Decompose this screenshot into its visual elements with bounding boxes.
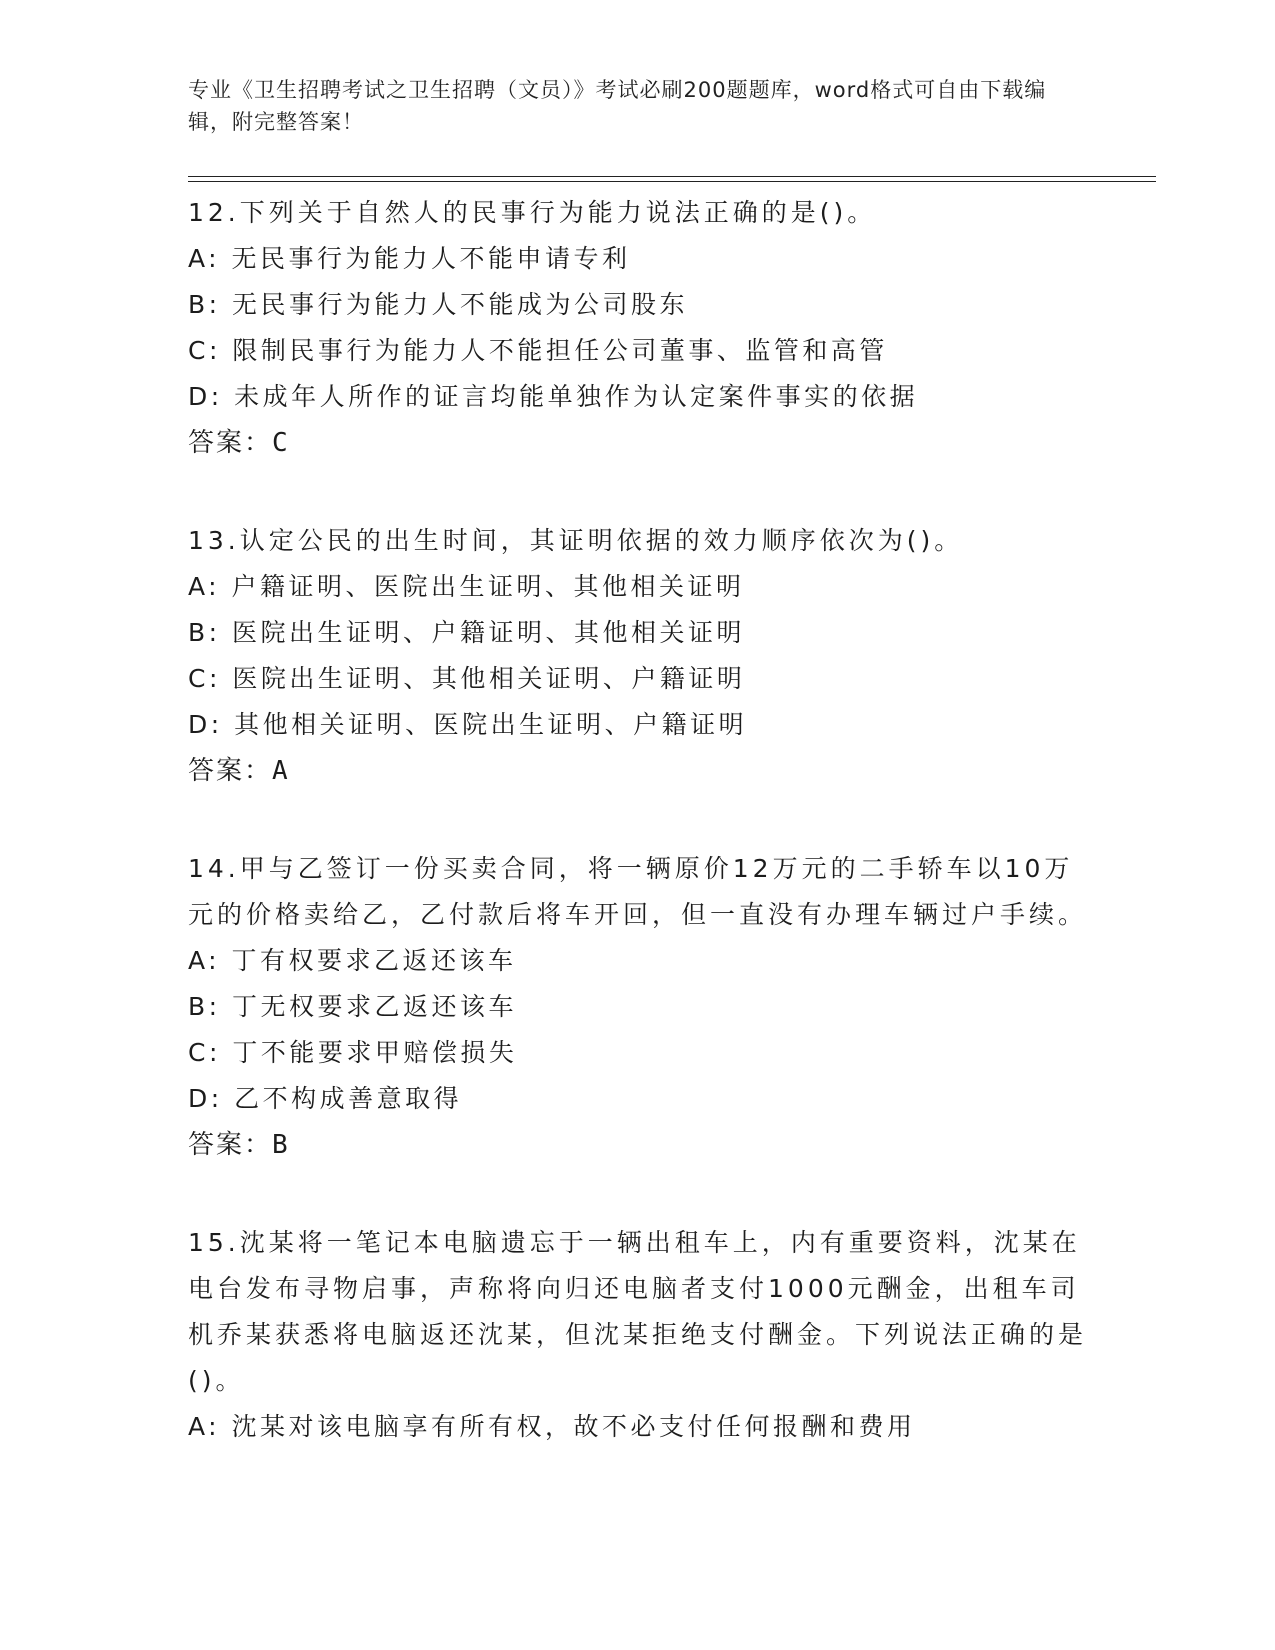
answer-label: 答案： — [188, 428, 273, 458]
option-d: D: 其他相关证明、医院出生证明、户籍证明 — [188, 710, 748, 739]
option-a: A: 沈某对该电脑享有所有权，故不必支付任何报酬和费用 — [188, 1412, 916, 1441]
question-stem: 12.下列关于自然人的民事行为能力说法正确的是()。 — [188, 198, 877, 227]
question-spacer — [188, 1168, 1088, 1220]
question-list — [188, 190, 1088, 1450]
answer-label: 答案： — [188, 1130, 273, 1160]
header-divider-bottom — [188, 181, 1156, 182]
question-spacer — [188, 794, 1088, 846]
answer-value: B — [272, 1130, 288, 1160]
answer-line — [188, 1122, 1088, 1168]
question-13 — [188, 518, 1088, 794]
answer-line — [188, 748, 1088, 794]
question-spacer — [188, 466, 1088, 518]
option-c: C: 丁不能要求甲赔偿损失 — [188, 1038, 518, 1067]
question-14 — [188, 846, 1088, 1168]
question-stem: 14.甲与乙签订一份买卖合同，将一辆原价12万元的二手轿车以10万元的价格卖给乙，乙付款后将车开回，但一直没有办理车辆过户手续。 — [188, 854, 1088, 929]
question-15 — [188, 1220, 1088, 1450]
option-d: D: 未成年人所作的证言均能单独作为认定案件事实的依据 — [188, 382, 919, 411]
option-a: A: 无民事行为能力人不能申请专利 — [188, 244, 631, 273]
answer-value: A — [272, 756, 288, 786]
answer-line — [188, 420, 1088, 466]
answer-label: 答案： — [188, 756, 273, 786]
option-c: C: 限制民事行为能力人不能担任公司董事、监管和高管 — [188, 336, 888, 365]
header-divider-top — [188, 176, 1156, 177]
question-12 — [188, 190, 1088, 466]
option-c: C: 医院出生证明、其他相关证明、户籍证明 — [188, 664, 746, 693]
option-a: A: 户籍证明、医院出生证明、其他相关证明 — [188, 572, 745, 601]
option-a: A: 丁有权要求乙返还该车 — [188, 946, 517, 975]
question-stem: 15.沈某将一笔记本电脑遗忘于一辆出租车上，内有重要资料，沈某在电台发布寻物启事，声称将向归还电脑者支付1000元酬金，出租车司机乔某获悉将电脑返还沈某，但沈某拒绝支付酬金。下列说法正确的是()。 — [188, 1228, 1088, 1395]
document-header: 专业《卫生招聘考试之卫生招聘（文员）》考试必刷200题题库，word格式可自由下载编辑，附完整答案！ — [188, 78, 1047, 134]
answer-value: C — [272, 428, 288, 458]
question-stem: 13.认定公民的出生时间，其证明依据的效力顺序依次为()。 — [188, 526, 964, 555]
option-b: B: 医院出生证明、户籍证明、其他相关证明 — [188, 618, 746, 647]
option-b: B: 丁无权要求乙返还该车 — [188, 992, 518, 1021]
option-b: B: 无民事行为能力人不能成为公司股东 — [188, 290, 689, 319]
option-d: D: 乙不构成善意取得 — [188, 1084, 463, 1113]
